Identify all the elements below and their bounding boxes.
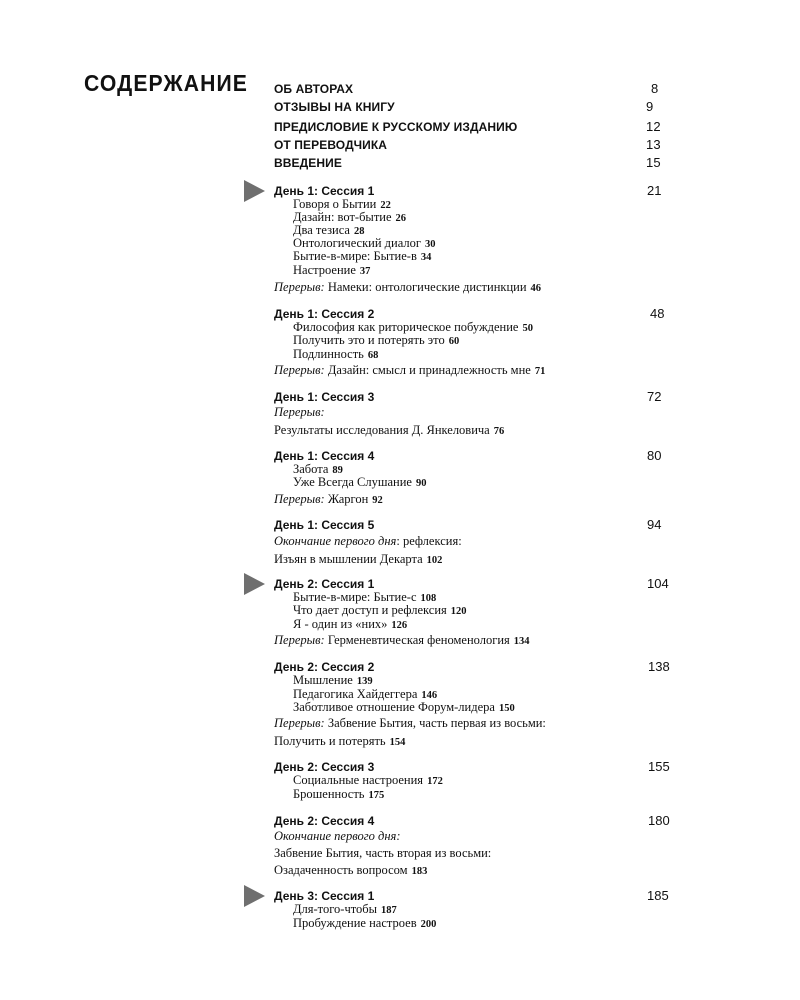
- entry-title: Пробуждение настроев: [293, 916, 417, 930]
- entry-title: Говоря о Бытии: [293, 197, 377, 211]
- entry-title: Бытие-в-мире: Бытие-в: [293, 249, 417, 263]
- section-title[interactable]: День 1: Сессия 3: [274, 390, 375, 404]
- section-page: 185: [647, 888, 669, 903]
- entry-title: Онтологический диалог: [293, 236, 421, 250]
- entry-title: Подлинность: [293, 347, 364, 361]
- toc-front-page: 15: [646, 155, 661, 170]
- entry-page: 172: [427, 776, 443, 787]
- entry-page: 76: [493, 426, 505, 437]
- toc-front-item[interactable]: [274, 156, 674, 170]
- entry-title: Что дает доступ и рефлексия: [293, 603, 447, 617]
- entry-page: 102: [426, 555, 443, 566]
- break-label: Перерыв:: [274, 633, 325, 647]
- toc-break-entry[interactable]: [274, 363, 545, 378]
- entry-page: 134: [513, 636, 530, 647]
- entry-title: Получить и потерять: [274, 734, 386, 748]
- entry-title: Мышление: [293, 673, 353, 687]
- break-label: Перерыв:: [274, 492, 325, 506]
- section-page: 104: [647, 576, 669, 591]
- section-page: 21: [647, 183, 662, 198]
- toc-break-entry[interactable]: [274, 280, 541, 295]
- entry-title: Результаты исследования Д. Янкеловича: [274, 423, 490, 437]
- entry-title: : рефлексия:: [396, 534, 462, 548]
- entry-title: Уже Всегда Слушание: [293, 475, 412, 489]
- section-title[interactable]: День 1: Сессия 5: [274, 518, 375, 532]
- toc-front-item[interactable]: [274, 100, 674, 114]
- entry-title: Для-того-чтобы: [293, 902, 378, 916]
- day-marker-arrow-icon: [244, 573, 265, 595]
- toc-front-title: ОБ АВТОРАХ: [274, 82, 354, 96]
- entry-page: 183: [411, 866, 428, 877]
- section-page: 48: [650, 306, 665, 321]
- toc-front-item[interactable]: [274, 138, 674, 152]
- entry-page: 120: [450, 606, 467, 617]
- toc-entry[interactable]: [293, 673, 373, 688]
- entry-title: Забота: [293, 462, 329, 476]
- toc-break-entry[interactable]: [274, 534, 462, 549]
- entry-page: 175: [368, 790, 385, 801]
- toc-front-page: 9: [646, 99, 654, 114]
- toc-front-item[interactable]: [274, 82, 674, 96]
- toc-entry[interactable]: [293, 263, 370, 278]
- entry-page: 60: [448, 336, 460, 347]
- toc-entry[interactable]: [293, 603, 467, 618]
- entry-title: Забвение Бытия, часть вторая из восьми:: [274, 846, 492, 860]
- toc-front-title: ПРЕДИСЛОВИЕ К РУССКОМУ ИЗДАНИЮ: [274, 120, 518, 134]
- toc-entry[interactable]: [274, 846, 491, 861]
- section-title[interactable]: День 2: Сессия 1: [274, 577, 375, 591]
- entry-title: Герменевтическая феноменология: [327, 633, 510, 647]
- entry-page: 68: [367, 350, 379, 361]
- section-title[interactable]: День 2: Сессия 4: [274, 814, 375, 828]
- section-page: 80: [647, 448, 662, 463]
- entry-page: 154: [389, 737, 406, 748]
- toc-front-title: ОТЗЫВЫ НА КНИГУ: [274, 100, 395, 114]
- toc-break-entry[interactable]: [274, 829, 401, 844]
- toc-entry[interactable]: [293, 617, 407, 632]
- entry-page: 34: [420, 252, 432, 263]
- entry-title: Дазайн: вот-бытие: [293, 210, 392, 224]
- toc-entry[interactable]: [274, 423, 504, 438]
- entry-title: Намеки: онтологические дистинкции: [327, 280, 527, 294]
- section-title[interactable]: День 1: Сессия 2: [274, 307, 375, 321]
- section-page: 94: [647, 517, 662, 532]
- entry-page: 200: [420, 919, 437, 930]
- toc-entry[interactable]: [293, 916, 436, 931]
- break-label: Окончание первого дня:: [274, 829, 401, 843]
- entry-page: 37: [359, 266, 371, 277]
- toc-front-page: 13: [646, 137, 661, 152]
- entry-page: 146: [421, 690, 438, 701]
- toc-entry[interactable]: [293, 333, 459, 348]
- toc-front-title: ВВЕДЕНИЕ: [274, 156, 342, 170]
- entry-page: 108: [420, 593, 437, 604]
- section-title[interactable]: День 1: Сессия 4: [274, 449, 375, 463]
- section-page: 155: [648, 759, 670, 774]
- toc-front-item[interactable]: [274, 120, 674, 134]
- section-title[interactable]: День 2: Сессия 2: [274, 660, 375, 674]
- break-label: Окончание первого дня: [274, 534, 397, 548]
- entry-title: Брошенность: [293, 787, 365, 801]
- section-title[interactable]: День 3: Сессия 1: [274, 889, 375, 903]
- toc-break-entry[interactable]: [274, 405, 325, 420]
- section-title[interactable]: День 1: Сессия 1: [274, 184, 375, 198]
- entry-page: 26: [395, 213, 407, 224]
- entry-title: Философия как риторическое побуждение: [293, 320, 519, 334]
- entry-page: 28: [353, 226, 365, 237]
- entry-title: Жаргон: [327, 492, 369, 506]
- break-label: Перерыв:: [274, 363, 325, 377]
- entry-page: 50: [522, 323, 533, 334]
- entry-title: Социальные настроения: [293, 773, 424, 787]
- toc-entry[interactable]: [293, 902, 397, 917]
- toc-front-title: ОТ ПЕРЕВОДЧИКА: [274, 138, 388, 152]
- toc-front-page: 8: [651, 81, 659, 96]
- entry-page: 139: [356, 676, 373, 687]
- entry-page: 30: [425, 239, 436, 250]
- section-page: 180: [648, 813, 670, 828]
- entry-page: 126: [391, 620, 408, 631]
- entry-title: Два тезиса: [293, 223, 350, 237]
- toc-entry[interactable]: [274, 552, 442, 567]
- toc-break-entry[interactable]: [274, 633, 530, 648]
- toc-entry[interactable]: [293, 347, 378, 362]
- entry-title: Настроение: [293, 263, 356, 277]
- entry-page: 90: [415, 478, 427, 489]
- entry-page: 89: [332, 465, 343, 476]
- section-page: 72: [647, 389, 662, 404]
- entry-title: Озадаченность вопросом: [274, 863, 408, 877]
- entry-title: Я - один из «них»: [293, 617, 388, 631]
- section-page: 138: [648, 659, 670, 674]
- toc-entry[interactable]: [274, 734, 405, 749]
- break-label: Перерыв:: [274, 716, 325, 730]
- break-label: Перерыв:: [274, 280, 325, 294]
- entry-title: Забвение Бытия, часть первая из восьми:: [327, 716, 546, 730]
- toc-entry[interactable]: [293, 700, 515, 715]
- entry-page: 71: [534, 366, 546, 377]
- toc-break-entry[interactable]: [274, 492, 383, 507]
- entry-title: Изъян в мышлении Декарта: [274, 552, 423, 566]
- toc-entry[interactable]: [293, 249, 431, 264]
- toc-entry[interactable]: [293, 475, 426, 490]
- entry-page: 46: [530, 283, 542, 294]
- entry-page: 187: [381, 905, 397, 916]
- toc-front-page: 12: [646, 119, 661, 134]
- toc-entry[interactable]: [274, 863, 427, 878]
- toc-entry[interactable]: [293, 773, 443, 788]
- section-title[interactable]: День 2: Сессия 3: [274, 760, 375, 774]
- entry-page: 150: [498, 703, 515, 714]
- entry-title: Педагогика Хайдеггера: [293, 687, 418, 701]
- toc-entry[interactable]: [293, 787, 384, 802]
- toc-break-entry[interactable]: [274, 716, 546, 731]
- entry-title: Заботливое отношение Форум-лидера: [293, 700, 495, 714]
- entry-title: Получить это и потерять это: [293, 333, 445, 347]
- day-marker-arrow-icon: [244, 180, 265, 202]
- break-label: Перерыв:: [274, 405, 325, 419]
- page-heading: СОДЕРЖАНИЕ: [84, 70, 249, 96]
- entry-page: 22: [380, 200, 391, 211]
- entry-title: Бытие-в-мире: Бытие-с: [293, 590, 417, 604]
- day-marker-arrow-icon: [244, 885, 265, 907]
- entry-title: Дазайн: смысл и принадлежность мне: [327, 363, 531, 377]
- entry-page: 92: [372, 495, 383, 506]
